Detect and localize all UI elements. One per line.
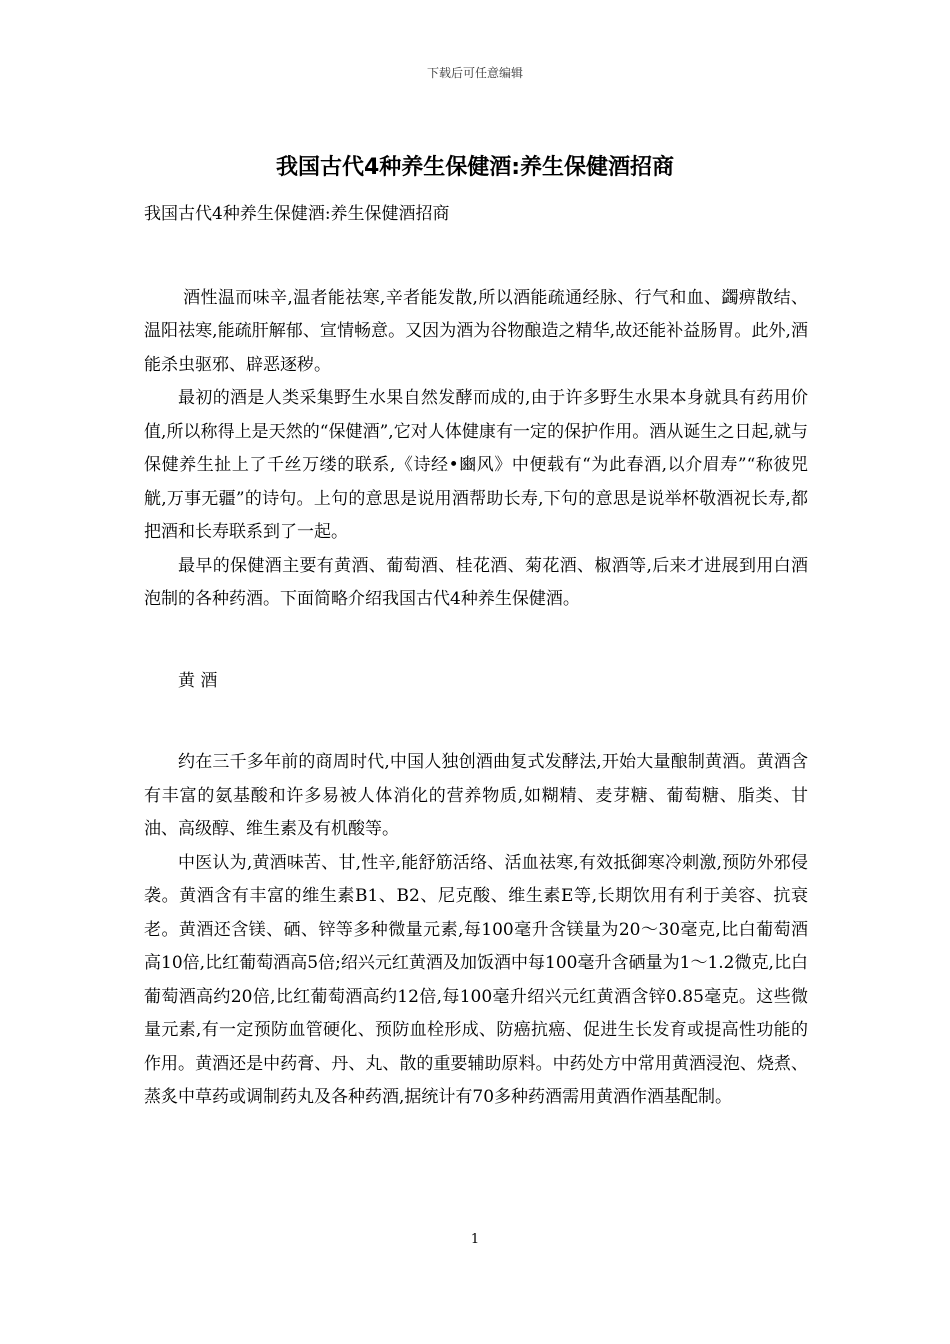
spacer (144, 698, 808, 746)
document-title: 我国古代4种养生保健酒:养生保健酒招商 (275, 155, 675, 180)
spacer (144, 232, 808, 282)
page-number: 1 (470, 1232, 480, 1247)
paragraph-huangjiu-benefits: 中医认为,黄酒味苦、甘,性辛,能舒筋活络、活血祛寒,有效抵御寒冷刺激,预防外邪侵袭。黄酒含有丰富的维生素B1、B2、尼克酸、维生素E等,长期饮用有利于美容、抗衰老。黄酒还含镁、硒、锌等多种微量元素,每100毫升含镁量为20～30毫克,比白葡萄酒高10倍,比红葡萄酒高5倍;绍兴元红黄酒及加饭酒中每100毫升含硒量为1～1.2微克,比白葡萄酒高约20倍,比红葡萄酒高约12倍,每100毫升绍兴元红黄酒含锌0.85毫克。这些微量元素,有一定预防血管硬化、预防血栓形成、防癌抗癌、促进生长发育或提高性功能的作用。黄酒还是中药膏、丹、丸、散的重要辅助原料。中药处方中常用黄酒浸泡、烧煮、蒸炙中草药或调制药丸及各种药酒,据统计有70多种药酒需用黄酒作酒基配制。 (144, 852, 808, 1107)
spacer (144, 617, 808, 665)
document-subtitle: 我国古代4种养生保健酒:养生保健酒招商 (144, 204, 450, 224)
section-heading-huangjiu: 黄 酒 (178, 670, 218, 691)
header-note: 下载后可任意编辑 (426, 66, 523, 80)
paragraph-earliest-health-wines: 最早的保健酒主要有黄酒、葡萄酒、桂花酒、菊花酒、椒酒等,后来才进展到用白酒泡制的各种药酒。下面简略介绍我国古代4种养生保健酒。 (144, 555, 808, 609)
paragraph-earliest-wine: 最初的酒是人类采集野生水果自然发酵而成的,由于许多野生水果本身就具有药用价值,所以称得上是天然的“保健酒”,它对人体健康有一定的保护作用。酒从诞生之日起,就与保健养生扯上了千丝万缕的联系,《诗经•豳风》中便载有“为此春酒,以介眉寿”“称彼兕觥,万事无疆”的诗句。上句的意思是说用酒帮助长寿,下句的意思是说举杯敬酒祝长寿,都把酒和长寿联系到了一起。 (144, 388, 808, 542)
paragraph-wine-properties: 酒性温而味辛,温者能祛寒,辛者能发散,所以酒能疏通经脉、行气和血、蠲痹散结、温阳祛寒,能疏肝解郁、宣情畅意。又因为酒为谷物酿造之精华,故还能补益肠胃。此外,酒能杀虫驱邪、辟恶逐秽。 (144, 287, 808, 375)
document-body (144, 198, 808, 1115)
paragraph-huangjiu-history: 约在三千多年前的商周时代,中国人独创酒曲复式发酵法,开始大量酿制黄酒。黄酒含有丰富的氨基酸和许多易被人体消化的营养物质,如糊精、麦芽糖、葡萄糖、脂类、甘油、高级醇、维生素及有机酸等。 (144, 752, 808, 839)
